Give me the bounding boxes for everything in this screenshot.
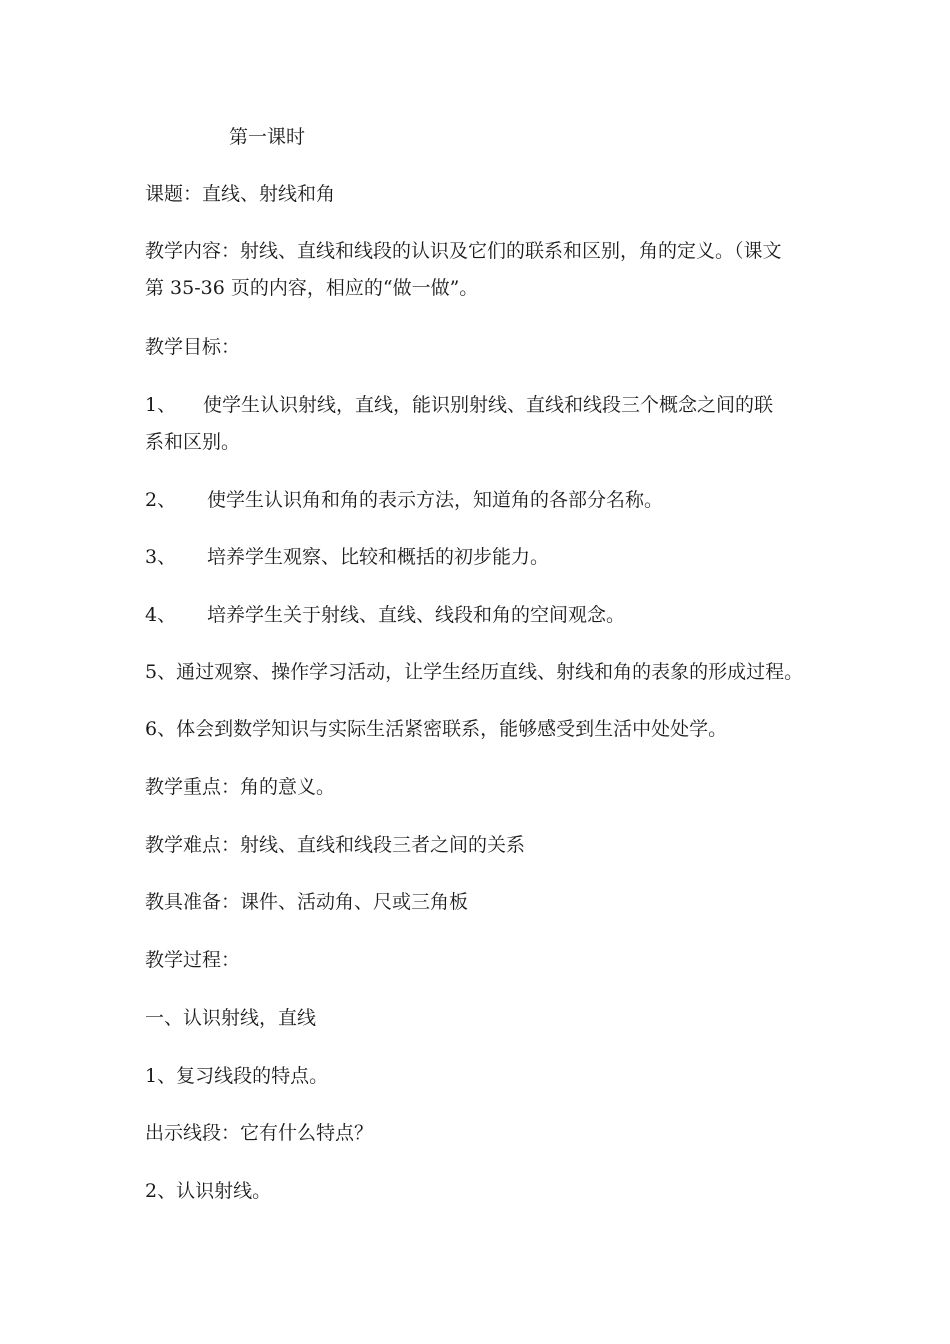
materials: 教具准备：课件、活动角、尺或三角板 (145, 891, 469, 913)
step-2: 2、认识射线。 (145, 1180, 272, 1202)
goal-item-1 (145, 393, 773, 417)
goal-text: 使学生认识角和角的表示方法，知道角的各部分名称。 (207, 489, 664, 511)
goal-number: 1、 (145, 394, 177, 416)
content-line-2: 第 35-36 页的内容，相应的“做一做”。 (145, 277, 479, 299)
goal-item-1-cont: 系和区别。 (145, 431, 241, 453)
content-line-1: 教学内容：射线、直线和线段的认识及它们的联系和区别，角的定义。（课文 (145, 240, 782, 262)
key-point: 教学重点：角的意义。 (145, 776, 336, 798)
goal-number: 4、 (145, 604, 177, 626)
section-1-heading: 一、认识射线，直线 (145, 1007, 317, 1029)
goal-text: 培养学生观察、比较和概括的初步能力。 (207, 546, 550, 568)
goal-number: 2、 (145, 489, 177, 511)
step-1-detail: 出示线段：它有什么特点？ (145, 1122, 374, 1144)
process-heading: 教学过程： (145, 949, 241, 971)
lesson-title: 第一课时 (229, 126, 306, 148)
step-1: 1、复习线段的特点。 (145, 1065, 329, 1087)
goals-heading: 教学目标： (145, 336, 241, 358)
goal-item-2 (145, 488, 663, 512)
goal-item-5: 5、通过观察、操作学习活动，让学生经历直线、射线和角的表象的形成过程。 (145, 661, 804, 683)
goal-number: 3、 (145, 546, 177, 568)
goal-text: 培养学生关于射线、直线、线段和角的空间观念。 (207, 604, 626, 626)
difficulty: 教学难点：射线、直线和线段三者之间的关系 (145, 834, 526, 856)
goal-item-3 (145, 545, 549, 569)
goal-item-6: 6、体会到数学知识与实际生活紧密联系，能够感受到生活中处处学。 (145, 718, 728, 740)
goal-item-4 (145, 603, 625, 627)
topic-line: 课题：直线、射线和角 (145, 183, 336, 205)
goal-text: 使学生认识射线，直线，能识别射线、直线和线段三个概念之间的联 (203, 394, 774, 416)
